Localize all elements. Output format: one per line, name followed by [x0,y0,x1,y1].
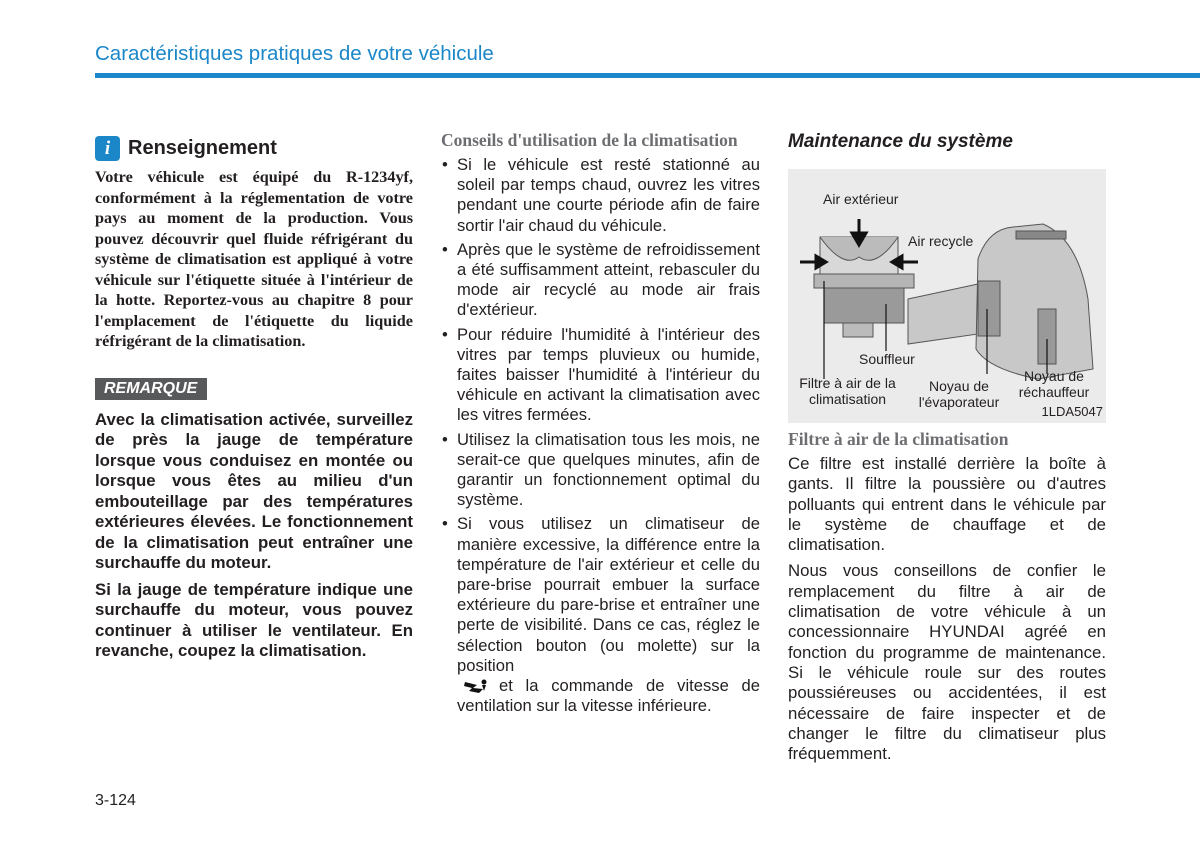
section-heading: Conseils d'utilisation de la climatisation [441,130,738,150]
list-item [441,514,760,716]
page-number: 3-124 [95,792,136,809]
label-air-exterieur: Air extérieur [823,191,899,207]
section-heading: Maintenance du système [788,131,1013,152]
label-rechauffeur: Noyau de réchauffeur [1018,368,1090,400]
paragraph: Nous vous conseillons de confier le remplacement du filtre à air de climatisation de votre véhicule à un concessionnaire HYUNDAI agréé en fonction du programme de maintenance. Si le véhicule roule sur des routes poussiéreuses ou accidentées, il est nécessaire de faire inspecter et de changer le filtre du climatiseur plus fréquemment. [788,561,1106,764]
note-paragraph: Si la jauge de température indique une surchauffe du moteur, vous pouvez continuer à utiliser le ventilateur. En revanche, coupez la climatisation. [95,579,413,660]
header-rule [95,73,1200,78]
list-item: • Si le véhicule est resté stationné au soleil par temps chaud, ouvrez les vitres pendant une courte période afin de faire sortir l'air chaud du véhicule. [441,155,760,236]
fan-mode-icon [463,679,489,695]
note-badge: REMARQUE [95,378,207,400]
hvac-diagram [788,169,1106,423]
left-column [95,136,413,662]
list-item: • Après que le système de refroidissement a été suffisamment atteint, rebasculer du mode air recyclé au mode air frais d'extérieur. [441,240,760,321]
info-icon: i [95,136,120,161]
info-heading [95,136,413,161]
figure-code: 1LDA5047 [1041,404,1103,419]
list-item-text: Si vous utilisez un climatiseur de manière excessive, la différence entre la température de l'air extérieur et celle du pare-brise pourrait embuer la surface extérieure du pare-brise et entraîner une perte de visibilité. Dans ce cas, réglez le sélection bouton (ou molette) sur la position [457,514,760,675]
subsection-heading: Filtre à air de la climatisation [788,429,1009,449]
paragraph: Ce filtre est installé derrière la boîte à gants. Il filtre la poussière ou d'autres polluants qui entrent dans le véhicule par le système de chauffage et de climatisation. [788,454,1106,555]
note-paragraph: Avec la climatisation activée, surveillez de près la jauge de température lorsque vous conduisez en montée ou lorsque vous êtes au milieu d'un embouteillage par des températures extérieures élevées. Le fonctionnement de la climatisation peut entraîner une surchauffe du moteur. [95,409,413,572]
label-evaporateur: Noyau de l'évaporateur [918,378,1000,410]
right-column [788,130,1106,764]
tips-list [441,155,760,716]
info-title: Renseignement [128,137,277,159]
label-souffleur: Souffleur [859,351,915,367]
info-text: Votre véhicule est équipé du R-1234yf, conformément à la réglementation de votre pays au moment de la production. Vous pouvez découvrir quel fluide réfrigérant du système de climatisation est appliqué à votre véhicule sur l'étiquette située à l'intérieur de la hotte. Reportez-vous au chapitre 8 pour l'emplacement de l'étiquette du liquide réfrigérant de la climatisation. [95,168,413,350]
list-item: • Pour réduire l'humidité à l'intérieur des vitres par temps pluvieux ou humide, faites baisser l'humidité à l'intérieur du véhicule en activant la climatisation avec les vitres fermées. [441,325,760,426]
middle-column [441,130,760,720]
label-filtre: Filtre à air de la climatisation [799,375,896,407]
label-air-recycle: Air recycle [908,233,974,249]
list-item-tail: et la commande de vitesse de ventilation sur la vitesse inférieure. [457,676,760,716]
page-header-title: Caractéristiques pratiques de votre véhicule [95,42,494,65]
list-item: • Utilisez la climatisation tous les mois, ne serait-ce que quelques minutes, afin de garantir un fonctionnement optimal du système. [441,430,760,511]
